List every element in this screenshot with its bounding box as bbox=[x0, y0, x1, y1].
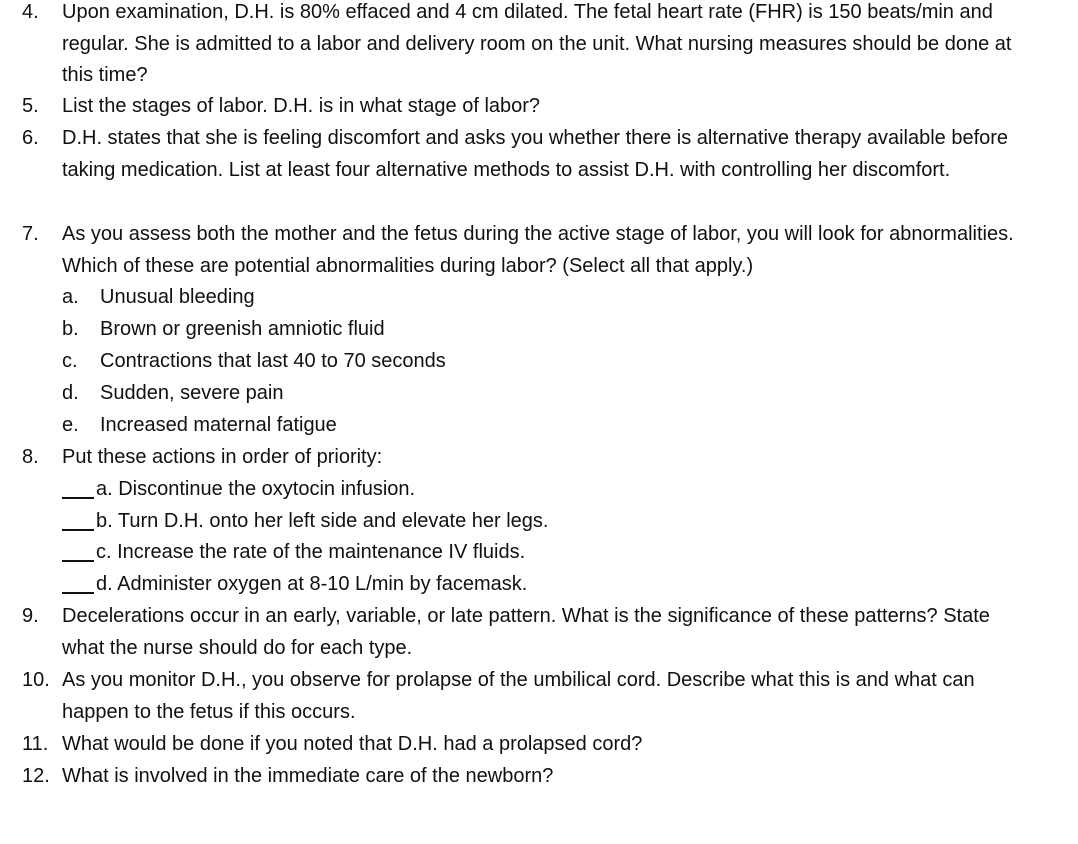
answer-blank bbox=[62, 560, 94, 562]
question-text: As you monitor D.H., you observe for prolapse of the umbilical cord. Describe what this is and what can happen to the fetus if this occurs. bbox=[62, 669, 975, 723]
question-number: 8. bbox=[22, 446, 39, 468]
option-letter: b. bbox=[62, 318, 79, 340]
question-9 bbox=[22, 601, 1022, 664]
question-number: 12. bbox=[22, 765, 50, 787]
priority-item-text: a. Discontinue the oxytocin infusion. bbox=[96, 478, 416, 500]
question-number: 4. bbox=[22, 1, 39, 23]
priority-item-a bbox=[62, 474, 415, 506]
question-12 bbox=[22, 761, 1022, 793]
option-letter: c. bbox=[62, 350, 78, 372]
question-6 bbox=[22, 123, 1022, 186]
question-10 bbox=[22, 665, 1022, 728]
question-4 bbox=[22, 0, 1022, 92]
answer-blank bbox=[62, 592, 94, 594]
question-text: Upon examination, D.H. is 80% effaced and 4 cm dilated. The fetal heart rate (FHR) is 150 beats/min and regular. She is admitted to a labor and delivery room on the unit. What nursing measures should be done at this time? bbox=[62, 1, 1012, 86]
question-number: 6. bbox=[22, 127, 39, 149]
option-b bbox=[62, 314, 1000, 346]
question-number: 11. bbox=[22, 733, 49, 755]
answer-blank bbox=[62, 497, 94, 499]
option-letter: e. bbox=[62, 414, 79, 436]
question-text: Put these actions in order of priority: bbox=[62, 446, 383, 468]
question-7 bbox=[22, 219, 1022, 282]
question-number: 10. bbox=[22, 669, 50, 691]
question-8 bbox=[22, 442, 1022, 474]
option-text: Sudden, severe pain bbox=[100, 382, 284, 404]
question-text: List the stages of labor. D.H. is in what stage of labor? bbox=[62, 95, 541, 117]
option-text: Contractions that last 40 to 70 seconds bbox=[100, 350, 446, 372]
option-text: Unusual bleeding bbox=[100, 286, 255, 308]
question-text: As you assess both the mother and the fetus during the active stage of labor, you will look for abnormalities. Which of these are potential abnormalities during labor? (Select all that apply.) bbox=[62, 223, 1014, 277]
option-c bbox=[62, 346, 1000, 378]
question-number: 7. bbox=[22, 223, 39, 245]
option-text: Brown or greenish amniotic fluid bbox=[100, 318, 385, 340]
question-number: 9. bbox=[22, 605, 39, 627]
answer-blank bbox=[62, 529, 94, 531]
priority-item-text: c. Increase the rate of the maintenance IV fluids. bbox=[96, 541, 526, 563]
question-text: D.H. states that she is feeling discomfort and asks you whether there is alternative therapy available before taking medication. List at least four alternative methods to assist D.H. with controlling her discomfort. bbox=[62, 127, 1009, 181]
option-d bbox=[62, 378, 1000, 410]
priority-item-b bbox=[62, 506, 548, 538]
option-a bbox=[62, 282, 1000, 314]
option-e bbox=[62, 410, 1000, 442]
question-text: What is involved in the immediate care of the newborn? bbox=[62, 765, 554, 787]
priority-item-d bbox=[62, 569, 527, 601]
question-text: What would be done if you noted that D.H. had a prolapsed cord? bbox=[62, 733, 643, 755]
question-11 bbox=[22, 729, 1022, 761]
priority-item-c bbox=[62, 537, 525, 569]
question-text: Decelerations occur in an early, variable, or late pattern. What is the significance of these patterns? State what the nurse should do for each type. bbox=[62, 605, 990, 659]
option-letter: d. bbox=[62, 382, 79, 404]
question-number: 5. bbox=[22, 95, 39, 117]
priority-item-text: b. Turn D.H. onto her left side and elevate her legs. bbox=[96, 510, 549, 532]
priority-item-text: d. Administer oxygen at 8-10 L/min by facemask. bbox=[96, 573, 528, 595]
option-letter: a. bbox=[62, 286, 79, 308]
option-text: Increased maternal fatigue bbox=[100, 414, 337, 436]
question-5 bbox=[22, 91, 1022, 123]
